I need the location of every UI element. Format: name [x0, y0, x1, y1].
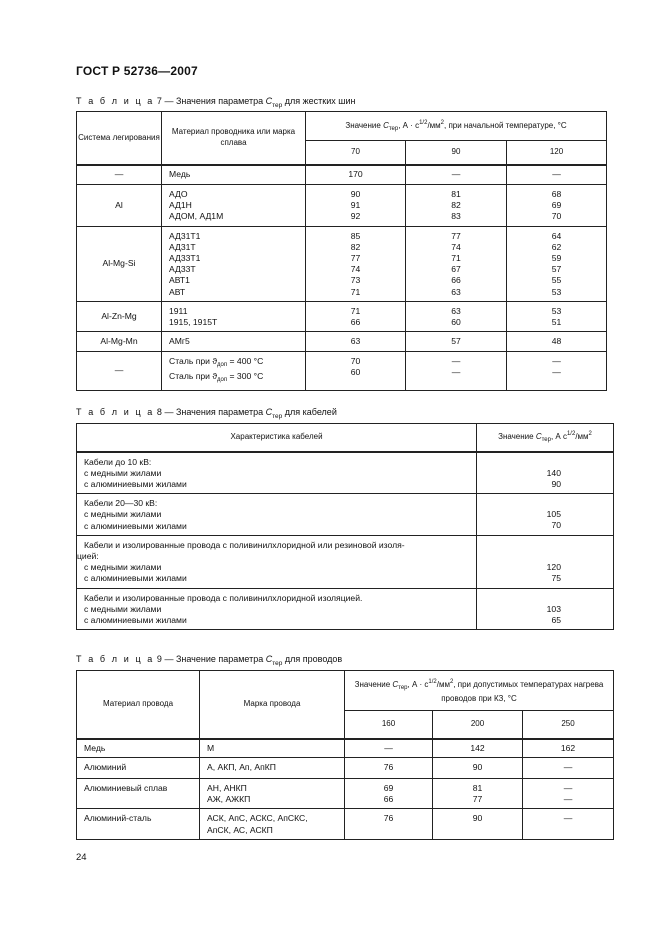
- table7-temp-90: 90: [406, 141, 507, 165]
- table7-temp-120: 120: [507, 141, 607, 165]
- table-row: — Медь 170 — —: [77, 165, 607, 185]
- table8: [76, 423, 614, 630]
- table-row: Al-Mg-Si АД31Т1 АД31Т АД33Т1 АД33Т АВТ1 АВТ 85 82 77 74 73 71 77 74 71 67 66 63 64 62 59 57 55 53: [77, 226, 607, 301]
- table9-header-value: Значение $C_{тер}$, $А \cdot с^{1/2}/мм^2$, при допустимых температурах нагрева проводов при КЗ, °С: [345, 671, 614, 711]
- page-number: 24: [76, 852, 87, 863]
- table8-caption: Т а б л и ц а 8 — Значения параметра $C_{тер}$ для кабелей: [76, 407, 337, 420]
- table-row: Кабели и изолированные провода с поливинилхлоридной изоляцией. с медными жилами с алюминиевыми жилами 103 65: [77, 588, 614, 630]
- table-row: Al-Zn-Mg 1911 1915, 1915Т 71 66 63 60 53 51: [77, 301, 607, 331]
- table9-header-brand: Марка провода: [200, 671, 345, 739]
- table9: [76, 670, 614, 840]
- table-row: Кабели до 10 кВ: с медными жилами с алюминиевыми жилами 140 90: [77, 452, 614, 494]
- table9-temp-160: 160: [345, 711, 433, 739]
- table9-caption: Т а б л и ц а 9 — Значение параметра $C_{тер}$ для проводов: [76, 654, 343, 667]
- table-row: Алюминий А, АКП, Ап, АпКП 76 90 —: [77, 758, 614, 779]
- table7-header-material: Материал проводника или марка сплава: [162, 112, 306, 165]
- table9-temp-250: 250: [523, 711, 614, 739]
- table7-caption: Т а б л и ц а 7 — Значения параметра $C_{тер}$ для жестких шин: [76, 96, 356, 109]
- table-row: Кабели 20—30 кВ: с медными жилами с алюминиевыми жилами 105 70: [77, 494, 614, 536]
- document-number: ГОСТ Р 52736—2007: [76, 64, 198, 78]
- table8-header-value: Значение $C_{тер}$, А $с^{1/2}/мм^2$: [477, 424, 614, 452]
- table-row: Al-Mg-Mn АМг5 63 57 48: [77, 332, 607, 352]
- table7-header-system: Система легирования: [77, 112, 162, 165]
- table9-header-material: Материал провода: [77, 671, 200, 739]
- table-row: — Сталь при $ϑ_{доп} = 400$ °С Сталь при $ϑ_{доп} = 300$ °С 70 60 — — — —: [77, 352, 607, 390]
- table7: [76, 111, 607, 391]
- table-row: Медь М — 142 162: [77, 739, 614, 758]
- table7-temp-70: 70: [306, 141, 406, 165]
- table-row: Алюминиевый сплав АН, АНКП АЖ, АЖКП 69 66 81 77 — —: [77, 779, 614, 809]
- table-row: Al АДО АД1Н АДОМ, АД1М 90 91 92 81 82 83 68 69 70: [77, 185, 607, 227]
- table9-temp-200: 200: [433, 711, 523, 739]
- table-row: Кабели и изолированные провода с поливинилхлоридной или резиновой изоля- цией: с медными жилами с алюминиевыми жилами 120 75: [77, 535, 614, 588]
- table-row: Алюминий-сталь АСК, АпС, АСКС, АпСКС, АпСК, АС, АСКП 76 90 —: [77, 809, 614, 839]
- table8-header-characteristic: Характеристика кабелей: [77, 424, 477, 452]
- table7-header-value: Значение $C_{тер}$, $А \cdot с^{1/2}/мм^2$, при начальной температуре, °С: [306, 112, 607, 141]
